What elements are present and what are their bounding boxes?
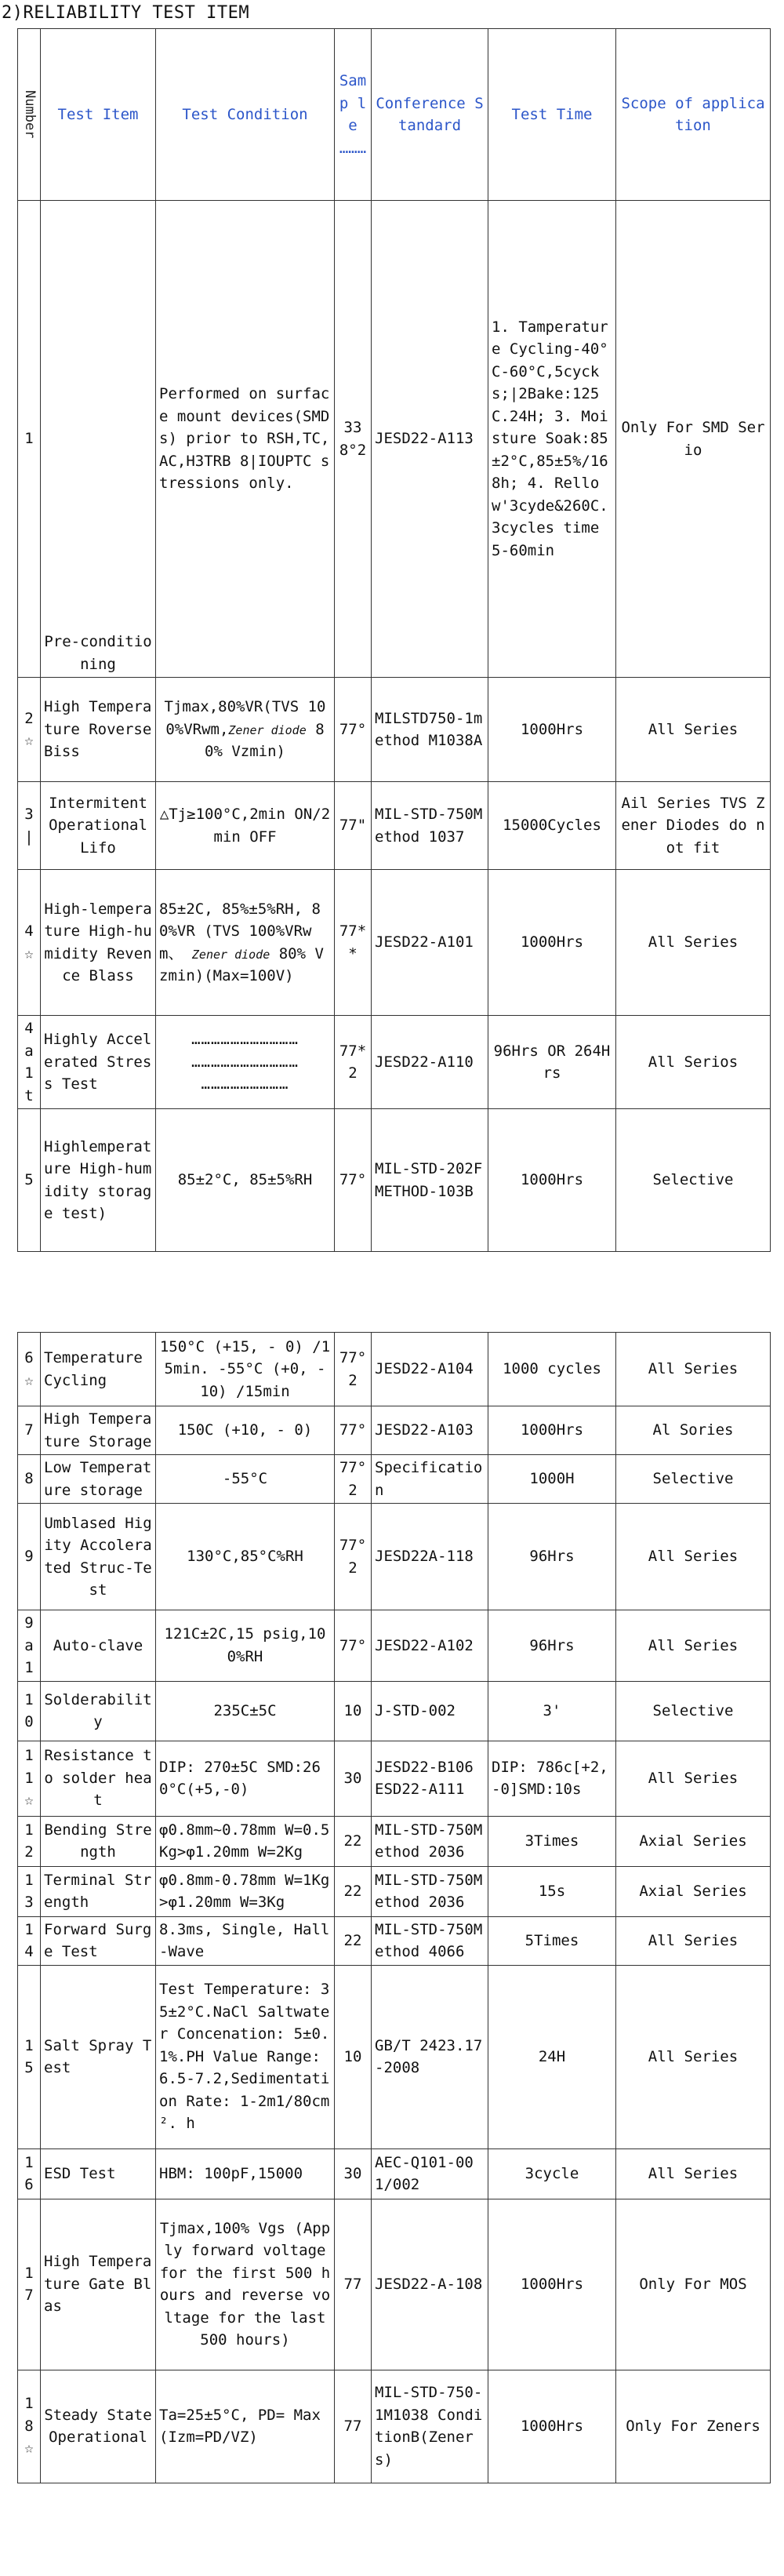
row-scope: Selective <box>616 1681 771 1741</box>
row-number: 16 <box>18 2148 41 2199</box>
row-scope: Selective <box>616 1455 771 1504</box>
row-sample: 77*2 <box>335 1016 372 1109</box>
table-row <box>18 678 771 782</box>
table-row <box>18 1866 771 1916</box>
row-standard: Specification <box>372 1455 488 1504</box>
row-test-time: 96Hrs <box>488 1504 616 1610</box>
row-test-time: 3Times <box>488 1816 616 1866</box>
table-row <box>18 1816 771 1866</box>
row-sample: 30 <box>335 2148 372 2199</box>
row-test-item: Resistance to solder heat <box>41 1741 156 1816</box>
condition-note: Zener diode <box>191 947 270 962</box>
row-standard: JESD22-A110 <box>372 1016 488 1109</box>
row-test-condition: 150C (+10, - 0) <box>156 1406 335 1455</box>
row-test-condition: DIP: 270±5C SMD:260°C(+5,-0) <box>156 1741 335 1816</box>
row-test-time: 1000H <box>488 1455 616 1504</box>
row-number: 8 <box>18 1455 41 1504</box>
row-standard: AEC-Q101-001/002 <box>372 2148 488 2199</box>
header-sample: Samp le ……… <box>335 29 372 201</box>
row-sample: 77°2 <box>335 1504 372 1610</box>
row-scope: All Series <box>616 1333 771 1406</box>
row-standard: JESD22-A103 <box>372 1406 488 1455</box>
row-test-condition: φ0.8mm-0.78mm W=1Kg>φ1.20mm W=3Kg <box>156 1866 335 1916</box>
row-test-item: High Temperature Roverse Biss <box>41 678 156 782</box>
row-test-time: DIP: 786c[+2,-0]SMD:10s <box>488 1741 616 1816</box>
row-test-time: 15s <box>488 1866 616 1916</box>
condition-note: Zener diode <box>228 722 307 737</box>
row-test-item: Highly Accelerated Stress Test <box>41 1016 156 1109</box>
row-test-time: 15000Cycles <box>488 782 616 870</box>
row-standard: J-STD-002 <box>372 1681 488 1741</box>
header-row <box>18 29 771 201</box>
row-test-time: 1000 cycles <box>488 1333 616 1406</box>
row-sample: 77** <box>335 870 372 1016</box>
row-standard: GB/T 2423.17-2008 <box>372 1965 488 2148</box>
row-test-item: Highlemperature High-humidity storage test) <box>41 1109 156 1252</box>
row-sample: 30 <box>335 1741 372 1816</box>
row-number: 15 <box>18 1965 41 2148</box>
table-row <box>18 1965 771 2148</box>
condition-tail: 80% Vzmin)(Max=100V) <box>159 944 324 984</box>
row-test-condition: Ta=25±5°C, PD= Max(Izm=PD/VZ) <box>156 2370 335 2483</box>
row-test-item: Intermitent Operational Lifo <box>41 782 156 870</box>
row-scope: Al Sories <box>616 1406 771 1455</box>
header-test-condition: Test Condition <box>156 29 335 201</box>
row-test-condition: φ0.8mm~0.78mm W=0.5Kg>φ1.20mm W=2Kg <box>156 1816 335 1866</box>
row-number: 9a 1 <box>18 1610 41 1682</box>
row-standard: MIL-STD-750Method 1037 <box>372 782 488 870</box>
row-test-item: Auto-clave <box>41 1610 156 1682</box>
row-number: 5 <box>18 1109 41 1252</box>
row-sample: 77°2 <box>335 1333 372 1406</box>
table-row <box>18 1455 771 1504</box>
table-row <box>18 1610 771 1682</box>
row-test-condition: 150°C (+15, - 0) /15min. -55°C (+0, - 10) /15min <box>156 1333 335 1406</box>
row-test-condition: 8.3ms, Single, Hall-Wave <box>156 1916 335 1965</box>
condition-text: 85±2C, 85%±5%RH, 80%VR (TVS 100%VRwm、 <box>159 900 321 962</box>
row-test-condition: HBM: 100pF,15000 <box>156 2148 335 2199</box>
row-scope: All Series <box>616 1965 771 2148</box>
row-number: 10 <box>18 1681 41 1741</box>
row-number: 14 <box>18 1916 41 1965</box>
row-test-item: Temperature Cycling <box>41 1333 156 1406</box>
row-sample: 77 <box>335 2199 372 2370</box>
row-test-item: Pre-conditioning <box>41 201 156 678</box>
row-test-condition: 130°C,85°C%RH <box>156 1504 335 1610</box>
row-scope: All Series <box>616 1741 771 1816</box>
row-number: 4 ☆ <box>18 870 41 1016</box>
reliability-table-part-2 <box>17 1332 771 2483</box>
row-test-time: 1000Hrs <box>488 870 616 1016</box>
header-test-item: Test Item <box>41 29 156 201</box>
row-sample: 33 8°2 <box>335 201 372 678</box>
row-sample: 77°2 <box>335 1455 372 1504</box>
row-number: 13 <box>18 1866 41 1916</box>
row-sample: 10 <box>335 1965 372 2148</box>
row-scope: All Series <box>616 1916 771 1965</box>
table-row <box>18 1741 771 1816</box>
row-number: 18 ☆ <box>18 2370 41 2483</box>
row-sample: 22 <box>335 1866 372 1916</box>
row-test-time: 1000Hrs <box>488 678 616 782</box>
table-row <box>18 1681 771 1741</box>
header-test-time: Test Time <box>488 29 616 201</box>
table-row <box>18 201 771 678</box>
row-number: 3| <box>18 782 41 870</box>
row-standard: JESD22-A113 <box>372 201 488 678</box>
row-scope: Only For MOS <box>616 2199 771 2370</box>
row-scope: Selective <box>616 1109 771 1252</box>
row-test-condition-dotted: …………………………… …………………………… ……………………… <box>156 1016 335 1109</box>
row-test-condition: Tjmax,100% Vgs (Apply forward voltage for the first 500 hours and reverse voltage for the last 500 hours) <box>156 2199 335 2370</box>
row-number: 4 a1 t <box>18 1016 41 1109</box>
row-standard: JESD22-A104 <box>372 1333 488 1406</box>
row-sample: 77" <box>335 782 372 870</box>
row-scope: All Series <box>616 678 771 782</box>
row-test-condition: -55°C <box>156 1455 335 1504</box>
header-scope: Scope of application <box>616 29 771 201</box>
row-standard: MIL-STD-750-1M1038 ConditionB(Zeners) <box>372 2370 488 2483</box>
row-standard: MIL-STD-750Method 2036 <box>372 1816 488 1866</box>
row-standard: JESD22-A102 <box>372 1610 488 1682</box>
table-row <box>18 1333 771 1406</box>
row-test-item: Salt Spray Test <box>41 1965 156 2148</box>
row-test-item: Bending Strength <box>41 1816 156 1866</box>
row-standard: MIL-STD-750Method 4066 <box>372 1916 488 1965</box>
header-standard: Conference Standard <box>372 29 488 201</box>
row-test-condition: 85±2°C, 85±5%RH <box>156 1109 335 1252</box>
row-sample: 77° <box>335 1406 372 1455</box>
row-scope: All Series <box>616 2148 771 2199</box>
row-scope: Only For Zeners <box>616 2370 771 2483</box>
row-number: 1 <box>18 201 41 678</box>
row-number: 11 ☆ <box>18 1741 41 1816</box>
condition-text: Tjmax,80%VR(TVS 100%VRwm, <box>164 698 326 738</box>
table-row <box>18 1916 771 1965</box>
row-scope: All Series <box>616 1610 771 1682</box>
row-number: 2 ☆ <box>18 678 41 782</box>
row-test-item: Umblased Higity Accolerated Struc-Test <box>41 1504 156 1610</box>
row-scope: All Series <box>616 870 771 1016</box>
row-standard: MIL-STD-750Method 2036 <box>372 1866 488 1916</box>
row-number: 12 <box>18 1816 41 1866</box>
row-test-condition <box>156 678 335 782</box>
row-test-time: 96Hrs <box>488 1610 616 1682</box>
row-scope: All Serios <box>616 1016 771 1109</box>
row-test-time: 1. Tamperature Cycling-40°C-60°C,5cycks;|2Bake:125C.24H; 3. Moisture Soak:85±2°C,85±5%/168h; 4. Rellow'3cyde&260C.3cycles time 5-60min <box>488 201 616 678</box>
row-sample: 22 <box>335 1816 372 1866</box>
row-test-condition: 235C±5C <box>156 1681 335 1741</box>
row-test-condition: 121C±2C,15 psig,100%RH <box>156 1610 335 1682</box>
row-sample: 10 <box>335 1681 372 1741</box>
row-test-condition: Test Temperature: 35±2°C.NaCl Saltwater Concenation: 5±0.1%.PH Value Range: 6.5-7.2,Sedimentation Rate: 1-2m1/80cm². h <box>156 1965 335 2148</box>
table-row <box>18 2148 771 2199</box>
row-test-item: ESD Test <box>41 2148 156 2199</box>
row-standard: MILSTD750-1method M1038A <box>372 678 488 782</box>
row-test-item: High-lemperature High-humidity Revence Blass <box>41 870 156 1016</box>
row-test-condition: Performed on surface mount devices(SMDs) prior to RSH,TC,AC,H3TRB 8|IOUPTC stressions only. <box>156 201 335 678</box>
row-test-item: Terminal Strength <box>41 1866 156 1916</box>
row-test-time: 1000Hrs <box>488 2199 616 2370</box>
row-sample: 77 <box>335 2370 372 2483</box>
table-row <box>18 782 771 870</box>
table-row <box>18 1109 771 1252</box>
row-test-item: Steady State Operational <box>41 2370 156 2483</box>
row-scope: Axial Series <box>616 1866 771 1916</box>
row-test-time: 24H <box>488 1965 616 2148</box>
table-row <box>18 1016 771 1109</box>
row-sample: 77° <box>335 1610 372 1682</box>
row-number: 17 <box>18 2199 41 2370</box>
row-test-time: 3cycle <box>488 2148 616 2199</box>
row-test-time: 96Hrs OR 264Hrs <box>488 1016 616 1109</box>
row-standard: JESD22A-118 <box>372 1504 488 1610</box>
page-title: 2)RELIABILITY TEST ITEM <box>2 3 250 23</box>
row-standard: MIL-STD-202F METHOD-103B <box>372 1109 488 1252</box>
row-number: 7 <box>18 1406 41 1455</box>
row-standard: JESD22-A-108 <box>372 2199 488 2370</box>
row-test-condition <box>156 870 335 1016</box>
row-scope: Ail Series TVS Zener Diodes do not fit <box>616 782 771 870</box>
row-test-time: 1000Hrs <box>488 1406 616 1455</box>
table-row <box>18 870 771 1016</box>
row-test-item: Forward Surge Test <box>41 1916 156 1965</box>
row-test-time: 3' <box>488 1681 616 1741</box>
row-standard: JESD22-B106 ESD22-A111 <box>372 1741 488 1816</box>
row-number: 6 ☆ <box>18 1333 41 1406</box>
row-scope: Only For SMD Serio <box>616 201 771 678</box>
table-row <box>18 2370 771 2483</box>
row-sample: 77° <box>335 678 372 782</box>
row-test-time: 5Times <box>488 1916 616 1965</box>
row-sample: 77° <box>335 1109 372 1252</box>
reliability-table-part-1 <box>17 28 771 1252</box>
row-scope: All Series <box>616 1504 771 1610</box>
table-row <box>18 1504 771 1610</box>
row-test-item: High Temperature Gate Blas <box>41 2199 156 2370</box>
table-row <box>18 2199 771 2370</box>
row-test-time: 1000Hrs <box>488 1109 616 1252</box>
row-test-item: High Temperature Storage <box>41 1406 156 1455</box>
row-sample: 22 <box>335 1916 372 1965</box>
row-standard: JESD22-A101 <box>372 870 488 1016</box>
row-test-condition: △Tj≥100°C,2min ON/2min OFF <box>156 782 335 870</box>
header-number: Number <box>18 29 41 201</box>
row-test-item: Low Temperature storage <box>41 1455 156 1504</box>
row-number: 9 <box>18 1504 41 1610</box>
row-test-time: 1000Hrs <box>488 2370 616 2483</box>
row-scope: Axial Series <box>616 1816 771 1866</box>
condition-tail: 80% Vzmin) <box>205 720 325 761</box>
table-row <box>18 1406 771 1455</box>
row-test-item: Solderability <box>41 1681 156 1741</box>
